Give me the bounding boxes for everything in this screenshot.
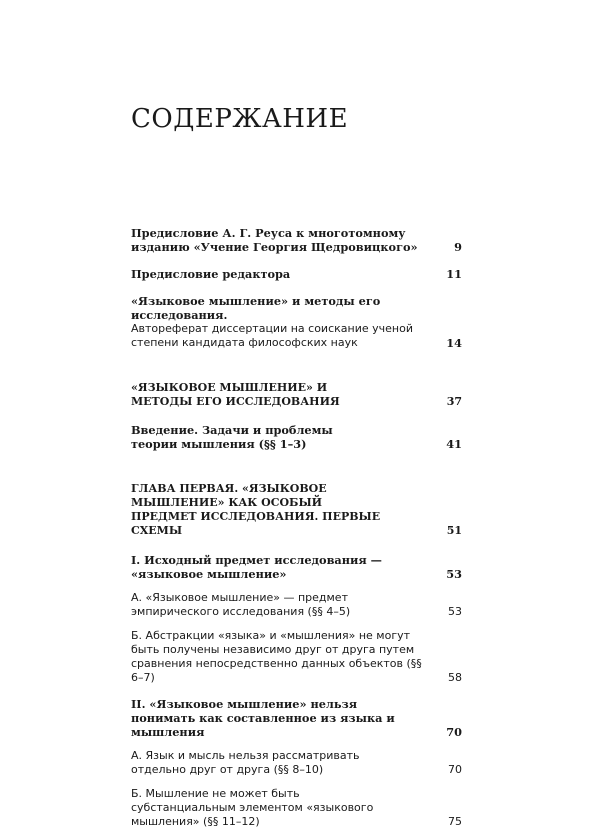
toc-entry-page: 14 bbox=[446, 336, 462, 350]
toc-entry-page: 53 bbox=[448, 605, 462, 618]
toc-entry bbox=[131, 591, 462, 619]
toc-entry bbox=[131, 629, 462, 685]
toc-entry bbox=[131, 697, 462, 739]
toc-entry-title: Б. Абстракции «языка» и «мышления» не могут быть получены независимо друг от друга путем сравнения непосредственно данных объектов (§§ 6–7) bbox=[131, 629, 422, 684]
toc-entry-title: ГЛАВА ПЕРВАЯ. «ЯЗЫКОВОЕ МЫШЛЕНИЕ» КАК ОСОБЫЙ ПРЕДМЕТ ИССЛЕДОВАНИЯ. ПЕРВЫЕ СХЕМЫ bbox=[131, 482, 381, 537]
toc-entry-page: 70 bbox=[446, 725, 462, 739]
toc-entry-subtitle: Автореферат диссертации на соискание ученой степени кандидата философских наук bbox=[131, 322, 413, 349]
toc-entry bbox=[131, 294, 462, 350]
toc-entry bbox=[131, 267, 462, 281]
toc-entry bbox=[131, 482, 462, 538]
toc-entry-title: I. Исходный предмет исследования — «языковое мышление» bbox=[131, 553, 382, 581]
toc-entry-page: 75 bbox=[448, 815, 462, 828]
page-title: СОДЕРЖАНИЕ bbox=[131, 104, 349, 134]
toc-entry-title: Предисловие редактора bbox=[131, 267, 291, 281]
toc-entry-page: 53 bbox=[446, 567, 462, 581]
toc-entry-page: 70 bbox=[448, 763, 462, 776]
toc-entry-page: 51 bbox=[446, 524, 462, 537]
toc-entry-title: Предисловие А. Г. Реуса к многотомному изданию «Учение Георгия Щедровицкого» bbox=[131, 226, 418, 254]
toc-entry-page: 11 bbox=[446, 267, 462, 281]
toc-entry bbox=[131, 226, 462, 254]
toc-entry-title: «ЯЗЫКОВОЕ МЫШЛЕНИЕ» И МЕТОДЫ ЕГО ИССЛЕДОВАНИЯ bbox=[131, 381, 340, 408]
toc-entry-title: А. «Языковое мышление» — предмет эмпирического исследования (§§ 4–5) bbox=[131, 591, 351, 618]
toc-entry-title: «Языковое мышление» и методы его исследования. bbox=[131, 294, 381, 322]
toc-entry bbox=[131, 381, 462, 409]
table-of-contents bbox=[131, 226, 462, 829]
toc-entry bbox=[131, 553, 462, 581]
toc-entry-title: Б. Мышление не может быть субстанциальным элементом «языкового мышления» (§§ 11–12) bbox=[131, 787, 374, 828]
toc-entry-page: 41 bbox=[446, 437, 462, 451]
toc-entry-title: А. Язык и мысль нельзя рассматривать отдельно друг от друга (§§ 8–10) bbox=[131, 749, 360, 776]
toc-entry bbox=[131, 787, 462, 829]
toc-entry-title: Введение. Задачи и проблемы теории мышления (§§ 1–3) bbox=[131, 423, 333, 451]
toc-entry bbox=[131, 749, 462, 777]
toc-entry-page: 58 bbox=[448, 671, 462, 684]
toc-entry-page: 9 bbox=[454, 240, 462, 254]
toc-entry-title: II. «Языковое мышление» нельзя понимать как составленное из языка и мышления bbox=[131, 697, 395, 739]
toc-entry-page: 37 bbox=[446, 395, 462, 408]
toc-entry bbox=[131, 423, 462, 451]
